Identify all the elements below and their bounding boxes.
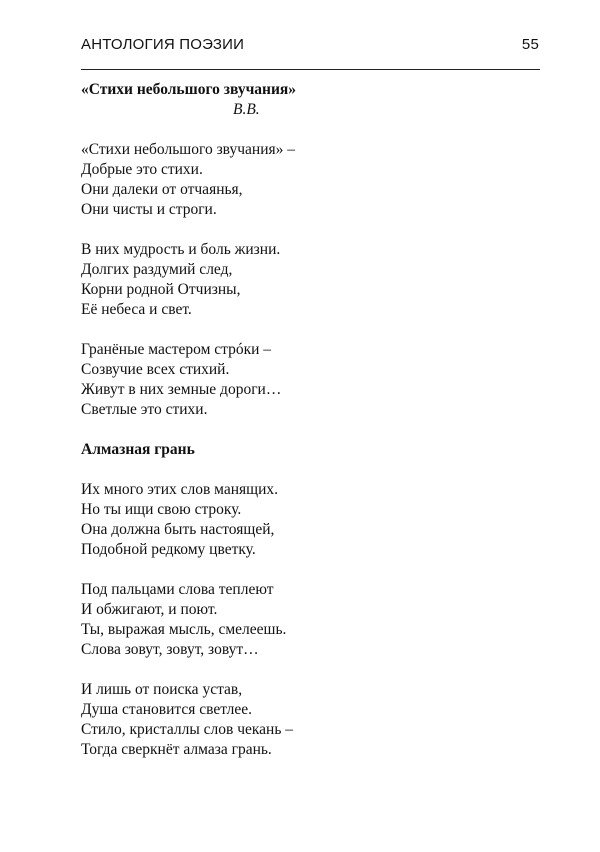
poem-line: «Стихи небольшого звучания» – [81, 141, 295, 158]
book-title: АНТОЛОГИЯ ПОЭЗИИ [81, 36, 245, 53]
poem-dedication: В.В. [233, 101, 260, 118]
poem-line: И лишь от поиска устав, [81, 681, 243, 698]
poem-line: Добрые это стихи. [81, 161, 203, 178]
poem-small-sound [81, 80, 541, 420]
poem-line: Тогда сверкнёт алмаза грань. [81, 741, 272, 758]
header-divider [81, 69, 540, 70]
poem-line: Они чисты и строги. [81, 201, 217, 218]
poem-line: Созвучие всех стихий. [81, 361, 230, 378]
poem-line: Живут в них земные дороги… [81, 381, 282, 398]
stanza-3 [81, 340, 541, 420]
poem-line: Душа становится светлее. [81, 701, 252, 718]
poem-line: Их много этих слов манящих. [81, 481, 279, 498]
poem-line: Долгих раздумий след, [81, 261, 233, 278]
poem-line: Ты, выражая мысль, смелеешь. [81, 621, 287, 638]
stanza-2 [81, 580, 541, 660]
running-header [81, 36, 539, 58]
stanza-2 [81, 240, 541, 320]
stanza-1 [81, 480, 541, 560]
poem-line: Стило, кристаллы слов чекань – [81, 721, 294, 738]
stanza-3 [81, 680, 541, 760]
poem-line: Гранёные мастером стрóки – [81, 341, 272, 358]
poem-line: В них мудрость и боль жизни. [81, 241, 281, 258]
poem-diamond-facet [81, 440, 541, 760]
poem-line: Слова зовут, зовут, зовут… [81, 641, 259, 658]
poem-title: «Стихи небольшого звучания» [81, 81, 297, 98]
poem-line: Она должна быть настоящей, [81, 521, 275, 538]
poem-line: Светлые это стихи. [81, 401, 208, 418]
poem-line: Под пальцами слова теплеют [81, 581, 274, 598]
poem-line: Подобной редкому цветку. [81, 541, 256, 558]
poem-line: И обжигают, и поют. [81, 601, 218, 618]
page-number: 55 [521, 36, 539, 53]
poem-line: Её небеса и свет. [81, 301, 192, 318]
stanza-1 [81, 140, 541, 220]
poem-line: Они далеки от отчаянья, [81, 181, 243, 198]
poem-line: Но ты ищи свою строку. [81, 501, 242, 518]
page-content [81, 80, 541, 780]
poem-line: Корни родной Отчизны, [81, 281, 241, 298]
poem-title: Алмазная грань [81, 441, 195, 458]
